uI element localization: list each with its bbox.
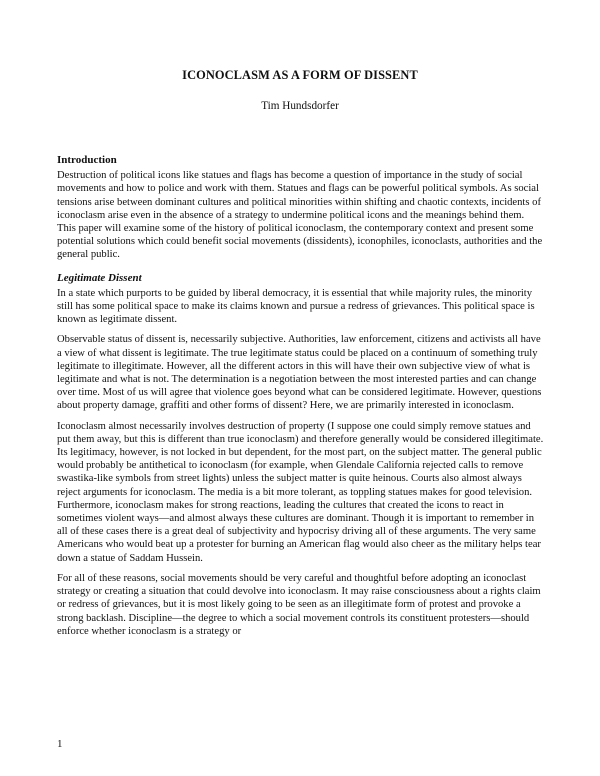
- document-title: ICONOCLASM AS A FORM OF DISSENT: [182, 68, 418, 82]
- section-heading-legitimate-dissent: Legitimate Dissent: [57, 271, 142, 284]
- document-author: Tim Hundsdorfer: [261, 100, 339, 112]
- document-body: [57, 154, 545, 645]
- section-legitimate-dissent: [57, 272, 545, 638]
- section-heading-introduction: Introduction: [57, 154, 117, 166]
- paragraph: Destruction of political icons like statues and flags has become a question of importance in the study of social movements and how to police and work with them. Statues and flags can be powerful political symbols. As social tensions arise between dominant cultures and political minorities within shifting and chaotic contexts, incidents of iconoclasm arise even in the absence of a strategy to undermine political icons and the meanings behind them. This paper will examine some of the history of political iconoclasm, the contemporary context and present some potential solutions which could benefit social movements (dissidents), iconophiles, iconoclasts, authorities and the general public.: [57, 170, 543, 261]
- section-introduction: [57, 154, 545, 262]
- paragraph: Iconoclasm almost necessarily involves destruction of property (I suppose one could simply remove statues and put them away, but this is different than true iconoclasm) and therefore generally would be considered illegitimate. Its legitimacy, however, is not locked in but dependent, for the most part, on the subject matter. The general public would probably be antithetical to iconoclasm (for example, when Glendale California rejected calls to remove swastika-like symbols from street lights) unless the subject matter is quite heinous. Courts also almost always reject arguments for iconoclasm. The media is a bit more tolerant, as toppling statues makes for good television. Furthermore, iconoclasm makes for strong reactions, leading the cultures that created the icons to react in sometimes violent ways—and almost always these cultures are dominant. Though it is important to remember in all of these cases there is a great deal of subjectivity and hypocrisy driving all of these arguments. The very same Americans who would beat up a protester for burning an American flag would also cheer as the military helps tear down a statue of Saddam Hussein.: [57, 420, 544, 564]
- paragraph: For all of these reasons, social movements should be very careful and thoughtful before adopting an iconoclast strategy or creating a situation that could devolve into iconoclasm. It may raise consciousness about a rights claim or redress of grievances, but it is most likely going to be seen as an illegitimate form of protest and provoke a strong backlash. Discipline—the degree to which a social movement controls its constituent protesters—should enforce whether iconoclasm is a strategy or: [57, 572, 541, 637]
- paragraph: Observable status of dissent is, necessarily subjective. Authorities, law enforcement, citizens and activists all have a view of what dissent is legitimate. The true legitimate status could be placed on a continuum of something truly legitimate to illegitimate. However, all the different actors in this will have their own subjective view of what is legitimate and what is not. The determination is a negotiation between the most interested parties and can change over time. Most of us will agree that violence goes beyond what can be considered legitimate. However, questions about property damage, graffiti and other forms of dissent? Here, we are primarily interested in iconoclasm.: [57, 334, 542, 412]
- page-number: 1: [57, 738, 63, 750]
- paragraph: In a state which purports to be guided by liberal democracy, it is essential that while majority rules, the minority still has some political space to make its claims known and pursue a redress of grievances. This political space is known as legitimate dissent.: [57, 287, 535, 326]
